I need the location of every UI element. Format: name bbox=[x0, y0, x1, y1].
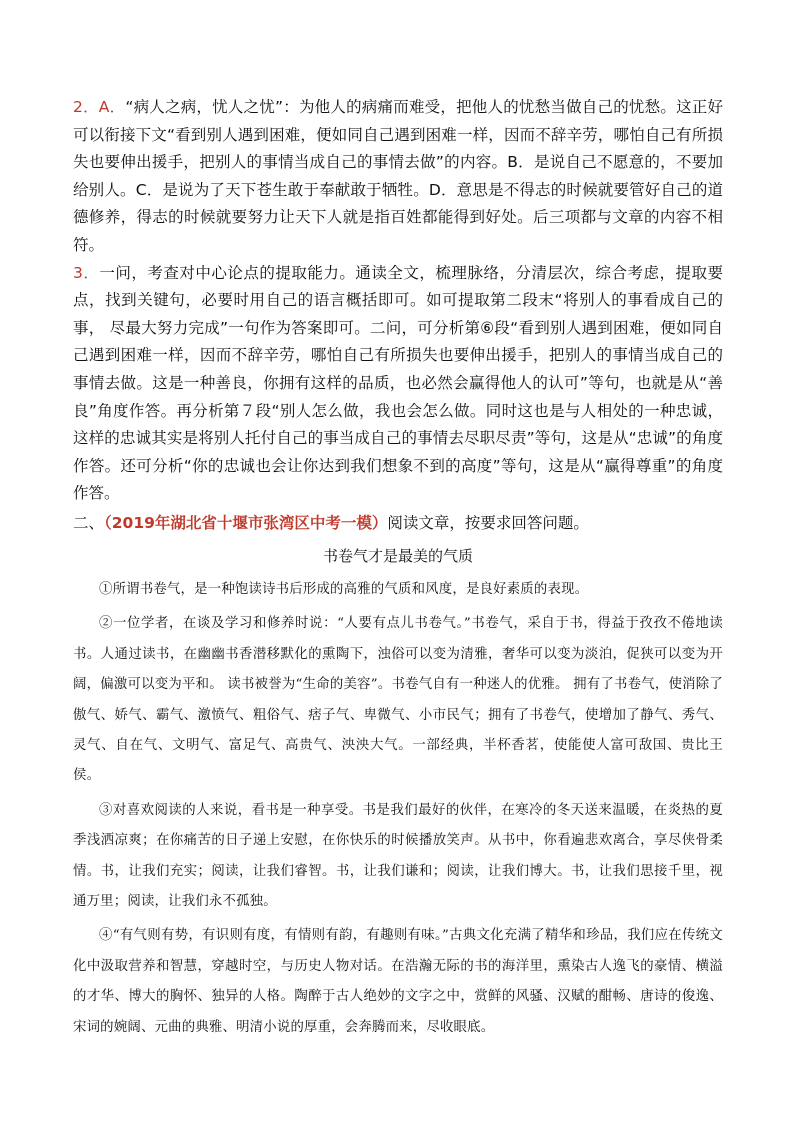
article-title: 书卷气才是最美的气质 bbox=[322, 546, 473, 565]
answer-text: 一问，考查对中心论点的提取能力。通读全文，梳理脉络，分清层次，综合考虑，提取要点，找到关键句，必要时用自己的语言概括即可。如可提取第二段末“将别人的事看成自己的事， 尽最大努力完成”一句作为答案即可。二问，可分析第⑥段“看到别人遇到困难，便如同自己遇到困难一样，因而不辞辛劳，哪怕自己有所损失也要伸出援手，把别人的事情当成自己的事情去做。这是一种善良，你拥有这样的品质，也必然会赢得他人的认可”等句，也就是从“善良”角度作答。再分析第７段“别人怎么做，我也会怎么做。同时这也是与人相处的一种忠诚，这样的忠诚其实是将别人托付自己的事当成自己的事情去尽职尽责”等句，这是从“忠诚”的角度作答。还可分析“你的忠诚也会让你达到我们想象不到的高度”等句，这是从“赢得尊重”的角度作答。 bbox=[73, 263, 723, 503]
answer-choice: A． bbox=[98, 98, 126, 116]
section-instruction: 阅读文章，按要求回答问题。 bbox=[387, 513, 589, 532]
answer-number: 2． bbox=[73, 98, 99, 116]
section-number: 二、 bbox=[73, 513, 105, 532]
article-body bbox=[73, 575, 723, 1043]
article-paragraph-2: ②一位学者，在谈及学习和修养时说：“人要有点儿书卷气。”书卷气，采自于书，得益于孜孜不倦地读书。人通过读书，在幽幽书香潜移默化的熏陶下，浊俗可以变为清雅，奢华可以变为淡泊，促狭可以变为开阔，偏激可以变为平和。 读书被誉为“生命的美容”。书卷气自有一种迷人的优雅。 拥有了书卷气，使消除了傲气、娇气、霸气、激愤气、粗俗气、痞子气、卑微气、小市民气；拥有了书卷气，使增加了静气、秀气、灵气、自在气、文明气、富足气、高贵气、泱泱大气。一部经典，半杯香茗，使能使人富可敌国、贵比王侯。 bbox=[73, 616, 723, 784]
answer-paragraph bbox=[73, 94, 723, 260]
section-heading bbox=[73, 510, 723, 537]
answer-quote: “病人之病，忧人之忧” bbox=[125, 98, 284, 116]
article-paragraph-1: ①所谓书卷气，是一种饱读诗书后形成的高雅的气质和风度，是良好素质的表现。 bbox=[99, 581, 589, 597]
answer-2 bbox=[73, 94, 723, 260]
section-source: （2019年湖北省十堰市张湾区中考一模） bbox=[104, 513, 388, 532]
answer-text: ：为他人的病痛而难受，把他人的忧愁当做自己的忧愁。这正好可以衔接下文“看到别人遇到困难，便如同自己遇到困难一样，因而不辞辛劳，哪怕自己有所损失也要伸出援手，把别人的事情当成自己的事情去做”的内容。B．是说自己不愿意的，不要加给别人。C．是说为了天下苍生敢于奉献敢于牺牲。D．意思是不得志的时候就要管好自己的道德修养，得志的时候就要努力让天下人就是指百姓都能得到好处。后三项都与文章的内容不相符。 bbox=[73, 98, 723, 254]
answer-number: 3． bbox=[73, 263, 100, 282]
article-paragraph-4: ④“有气则有势，有识则有度，有情则有韵，有趣则有味。”古典文化充满了精华和珍品，我们应在传统文化中汲取营养和智慧，穿越时空，与历史人物对话。在浩瀚无际的书的海洋里，熏染古人逸飞的豪情、横溢的才华、博大的胸怀、独异的人格。陶醉于古人绝妙的文字之中，赏鲜的风骚、汉赋的酣畅、唐诗的俊逸、宋词的婉阔、元曲的典雅、明清小说的厚重，会奔腾而来，尽收眼底。 bbox=[73, 928, 723, 1035]
document-page bbox=[73, 94, 723, 1047]
article-paragraph-3: ③对喜欢阅读的人来说，看书是一种享受。书是我们最好的伙伴，在寒冷的冬天送来温暖，在炎热的夏季浅洒凉爽；在你痛苦的日子递上安慰，在你快乐的时候播放笑声。从书中，你看遍悲欢离合，享尽侠骨柔情。书，让我们充实；阅读，让我们睿智。书，让我们谦和；阅读，让我们博大。书，让我们思接千里，视通万里；阅读，让我们永不孤独。 bbox=[73, 802, 723, 909]
answer-3 bbox=[73, 260, 723, 508]
answer-paragraph bbox=[73, 260, 723, 508]
